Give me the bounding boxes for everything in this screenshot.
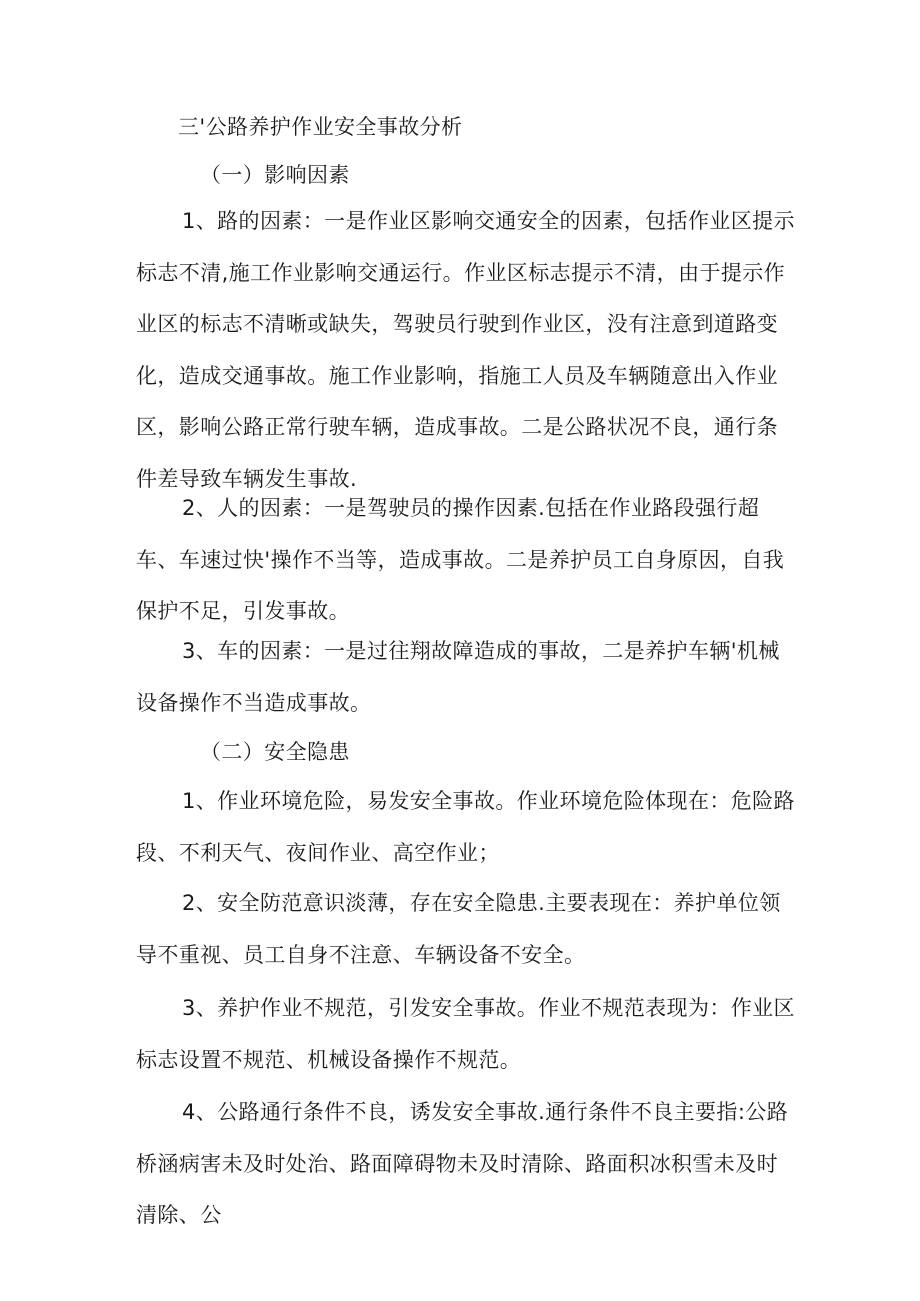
part1-item-2: 2、人的因素：一是驾驶员的操作因素.包括在作业路段强行超车、车速过快'操作不当等，造成事故。二是养护员工自身原因，自我保护不足，引发事故。 [136,496,785,623]
part1-item-3: 3、车的因素：一是过往翔故障造成的事故，二是养护车辆'机械设备操作不当造成事故。 [136,639,780,715]
section-title: 三'公路养护作业安全事故分析 [178,115,463,139]
part2-item-2: 2、安全防范意识淡薄，存在安全隐患.主要表现在：养护单位领导不重视、员工自身不注意、车辆设备不安全。 [136,891,781,967]
part2-item-1: 1、作业环境危险，易发安全事故。作业环境危险体现在：危险路段、不利天气、夜间作业、高空作业； [136,789,795,865]
part2-item-3: 3、养护作业不规范，引发安全事故。作业不规范表现为：作业区标志设置不规范、机械设备操作不规范。 [136,996,795,1072]
part1-heading: （一）影响因素 [200,163,350,187]
part2-item-4: 4、公路通行条件不良，诱发安全事故.通行条件不良主要指:公路桥涵病害未及时处治、路面障碍物未及时清除、路面积冰积雪未及时清除、公 [136,1100,789,1227]
part2-heading: （二）安全隐患 [200,740,350,764]
part1-item-1: 1、路的因素：一是作业区影响交通安全的因素，包括作业区提示标志不清,施工作业影响交通运行。作业区标志提示不清，由于提示作业区的标志不清晰或缺失，驾驶员行驶到作业区，没有注意到道路变化，造成交通事故。施工作业影响，指施工人员及车辆随意出入作业区，影响公路正常行驶车辆，造成事故。二是公路状况不良，通行条件差导致车辆发生事故. [136,209,795,491]
